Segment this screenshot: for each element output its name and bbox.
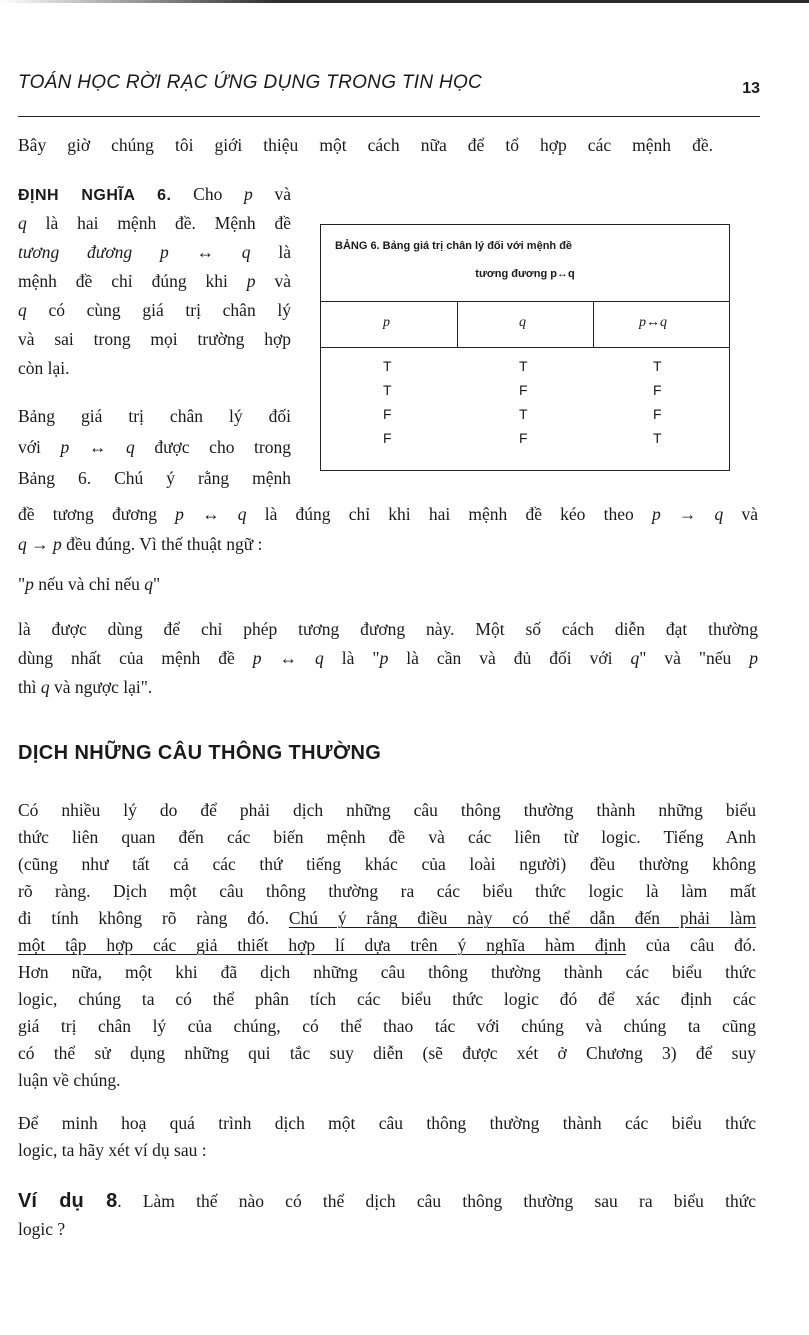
- para-text: dùng nhất của mệnh đề: [18, 648, 253, 668]
- after-quote-line-3: [18, 673, 758, 702]
- table-cell: T: [383, 358, 392, 374]
- table-cell: T: [653, 430, 662, 446]
- definition-text: là: [250, 242, 291, 262]
- section-line-7: Hơn nữa, một khi đã dịch những câu thông thường thành các biểu thức: [18, 962, 756, 982]
- var-p: p: [749, 648, 759, 668]
- after-quote-line-2: [18, 644, 758, 673]
- definition-line-2: [18, 209, 291, 238]
- illustrate-line-2: logic, ta hãy xét ví dụ sau :: [18, 1140, 207, 1160]
- section-line-1: Có nhiều lý do để phải dịch những câu thông thường thành những biểu: [18, 800, 756, 820]
- table-cell: F: [519, 382, 528, 398]
- section-line-9: giá trị chân lý của chúng, có thể thao tác với chúng và chúng ta cũng: [18, 1016, 756, 1036]
- table-para-line-4: [18, 500, 758, 529]
- truth-table: [320, 224, 730, 471]
- table-caption-line-2: tương đương p↔q: [475, 268, 575, 280]
- equivalence-term: tương đương p ↔ q: [18, 242, 251, 262]
- definition-line-4: [18, 267, 291, 296]
- section-line-2: thức liên quan đến các biến mệnh đề và các liên từ logic. Tiếng Anh: [18, 827, 756, 847]
- quote-line: [18, 570, 418, 599]
- page-number: 13: [742, 80, 760, 97]
- equivalence-expr: p ↔ q: [60, 437, 135, 457]
- table-header-row: [321, 301, 729, 348]
- underlined-text: một tập hợp các giả thiết hợp lí dựa trên ý nghĩa hàm định: [18, 935, 626, 955]
- intro-paragraph: Bây giờ chúng tôi giới thiệu một cách nữa để tổ hợp các mệnh đề.: [18, 135, 713, 155]
- definition-text: và sai trong mọi trường hợp: [18, 329, 291, 349]
- section-heading: DỊCH NHỮNG CÂU THÔNG THƯỜNG: [18, 742, 382, 764]
- running-header-title: TOÁN HỌC RỜI RẠC ỨNG DỤNG TRONG TIN HỌC: [18, 72, 483, 93]
- para-text: đề tương đương: [18, 504, 176, 524]
- table-cell: F: [383, 406, 392, 422]
- var-p: p: [246, 271, 256, 291]
- definition-label: ĐỊNH NGHĨA 6.: [18, 187, 172, 204]
- section-line-3: (cũng như tất cả các thứ tiếng khác của loài người) đều thường không: [18, 854, 756, 874]
- section-line-6: [18, 931, 756, 960]
- para-text: là cần và đủ đối với: [388, 648, 631, 668]
- example-label: Ví dụ 8: [18, 1190, 118, 1212]
- definition-text: còn lại.: [18, 358, 70, 378]
- para-text: thì: [18, 677, 41, 697]
- definition-text: Cho: [193, 184, 245, 204]
- header-rule: [18, 116, 760, 117]
- section-text: đi tính không rõ ràng đó.: [18, 908, 289, 928]
- para-text: được cho trong: [134, 437, 291, 457]
- section-line-8: logic, chúng ta có thể phân tích các biểu thức logic đó để xác định các: [18, 989, 756, 1009]
- after-quote-line-1: là được dùng để chỉ phép tương đương này. Một số cách diễn đạt thường: [18, 619, 758, 639]
- definition-line-6: [18, 325, 291, 354]
- section-text: của câu đó.: [625, 935, 756, 955]
- var-q: q: [18, 300, 27, 320]
- quote-text: nếu và chỉ nếu: [33, 574, 145, 594]
- table-para-line-1: Bảng giá trị chân lý đối: [18, 406, 291, 426]
- equivalence-expr: p ↔ q: [175, 504, 247, 524]
- example-text: . Làm thế nào có thể dịch câu thông thường sau ra biểu thức: [117, 1191, 757, 1211]
- var-p: p: [379, 648, 389, 668]
- table-header-p: p: [383, 315, 390, 330]
- page-top-fade: [0, 0, 809, 14]
- table-cell: T: [653, 358, 662, 374]
- section-line-10: có thể sử dụng những qui tắc suy diễn (sẽ được xét ở Chương 3) để suy: [18, 1043, 756, 1063]
- table-cell: F: [653, 406, 662, 422]
- table-cell: T: [519, 406, 528, 422]
- para-text: là đúng chỉ khi hai mệnh đề kéo theo: [246, 504, 652, 524]
- table-para-line-2: [18, 433, 291, 462]
- illustrate-line-1: Để minh hoạ quá trình dịch một câu thông thường thành các biểu thức: [18, 1113, 756, 1133]
- definition-text: và: [255, 271, 291, 291]
- var-q: q: [40, 677, 50, 697]
- table-caption: [321, 225, 729, 302]
- definition-line-5: [18, 296, 291, 325]
- running-header: [18, 72, 760, 102]
- quote-mark: ": [18, 574, 26, 594]
- var-q: q: [18, 213, 27, 233]
- para-text: và: [723, 504, 759, 524]
- section-line-5: [18, 904, 756, 933]
- table-cell: T: [383, 382, 392, 398]
- table-caption-line-1: BẢNG 6. Bảng giá trị chân lý đối với mệnh đề: [335, 240, 573, 252]
- implication-expr: q → p: [18, 534, 62, 554]
- var-q: q: [144, 574, 153, 594]
- table-para-line-3: Bảng 6. Chú ý rằng mệnh: [18, 468, 291, 488]
- var-p: p: [244, 184, 253, 204]
- table-cell: F: [653, 382, 662, 398]
- definition-text: là hai mệnh đề. Mệnh đề: [26, 213, 291, 233]
- para-text: là ": [323, 648, 380, 668]
- section-line-11: luận về chúng.: [18, 1070, 121, 1090]
- definition-text: và: [252, 184, 291, 204]
- table-header-q: q: [519, 315, 526, 330]
- section-line-4: rõ ràng. Dịch một câu thông thường ra các biểu thức logic là làm mất: [18, 881, 756, 901]
- underlined-text: Chú ý rằng điều này có thể dẫn đến phải làm: [288, 908, 756, 928]
- table-cell: F: [519, 430, 528, 446]
- para-text: đều đúng. Vì thế thuật ngữ :: [61, 534, 263, 554]
- table-cell: T: [519, 358, 528, 374]
- table-header-pq: p↔q: [639, 315, 667, 330]
- table-cell: F: [383, 430, 392, 446]
- equivalence-expr: p ↔ q: [252, 648, 324, 668]
- example-line-2: logic ?: [18, 1219, 66, 1239]
- table-column-divider: [457, 301, 458, 347]
- para-text: " và "nếu: [639, 648, 750, 668]
- example-line-1: [18, 1187, 756, 1216]
- definition-line-7: [18, 354, 291, 383]
- definition-line-3: [18, 238, 291, 267]
- para-text: với: [18, 437, 61, 457]
- implication-expr: p → q: [651, 504, 724, 524]
- definition-text: mệnh đề chỉ đúng khi: [18, 271, 247, 291]
- para-text: và ngược lại".: [49, 677, 153, 697]
- definition-text: có cùng giá trị chân lý: [26, 300, 291, 320]
- var-p: p: [25, 574, 34, 594]
- var-q: q: [630, 648, 640, 668]
- table-column-divider: [593, 301, 594, 347]
- quote-mark: ": [152, 574, 161, 594]
- definition-line-1: [18, 180, 291, 210]
- table-para-line-5: [18, 530, 758, 559]
